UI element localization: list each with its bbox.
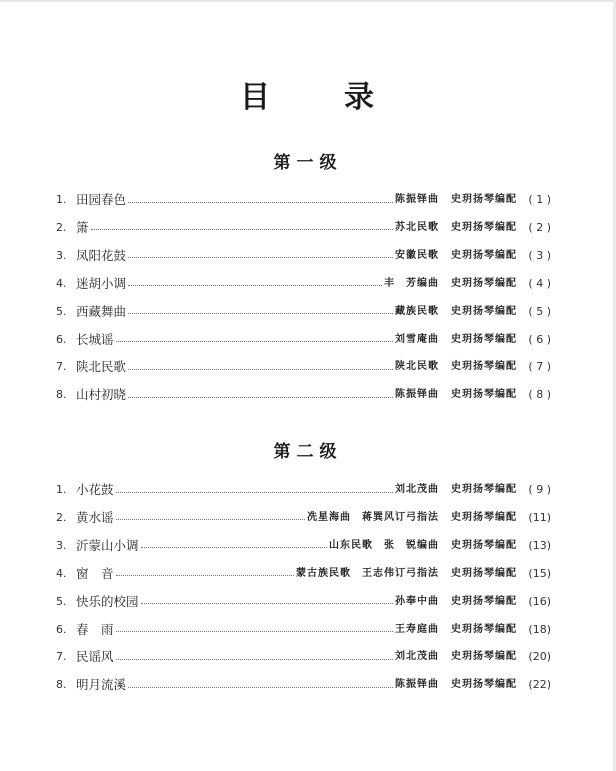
entry-credit: 陈振铎曲 (395, 389, 439, 401)
dot-leader (128, 369, 393, 370)
entry-arranger: 史玥扬琴编配 (451, 679, 517, 691)
level-1-heading: 第一级 (273, 153, 343, 173)
entry-credit: 刘北茂曲 (395, 484, 439, 495)
toc-entry[interactable] (56, 190, 551, 210)
entry-title: 黄水谣 (76, 509, 114, 525)
entry-credit: 冼星海曲 蒋巽风订弓指法 (307, 511, 439, 523)
entry-arranger: 史玥扬琴编配 (451, 539, 517, 551)
entry-title: 快乐的校园 (76, 593, 139, 609)
entry-title: 明月流溪 (76, 677, 127, 693)
entry-credit: 山东民歌 张 锐编曲 (329, 539, 439, 551)
dot-leader (128, 313, 393, 314)
entry-title: 民谣风 (76, 649, 114, 665)
entry-title: 窗 音 (76, 565, 114, 581)
entry-number: 3. (56, 538, 67, 552)
entry-arranger: 史玥扬琴编配 (451, 389, 517, 401)
entry-credit: 王寿庭曲 (395, 623, 439, 635)
toc-entry[interactable] (56, 480, 551, 500)
entry-arranger: 史玥扬琴编配 (451, 511, 517, 523)
entry-number: 5. (56, 304, 67, 318)
toc-entry[interactable] (56, 536, 551, 556)
entry-page-number: ( 1 ) (528, 193, 551, 206)
toc-entry[interactable] (56, 647, 551, 667)
entry-title: 沂蒙山小调 (76, 537, 139, 553)
entry-arranger: 史玥扬琴编配 (451, 623, 517, 635)
toc-entry[interactable] (56, 508, 551, 528)
dot-leader (116, 631, 393, 632)
toc-entry[interactable] (56, 385, 551, 405)
entry-credit: 刘雪庵曲 (395, 333, 439, 345)
entry-title: 春 雨 (76, 621, 114, 637)
entry-credit: 陈振铎曲 (395, 194, 439, 205)
entry-arranger: 史玥扬琴编配 (451, 361, 517, 373)
entry-credit: 陕北民歌 (395, 361, 439, 373)
entry-credit: 陈振铎曲 (395, 679, 439, 691)
entry-credit: 藏族民歌 (395, 305, 439, 317)
entry-page-number: (11) (528, 510, 551, 524)
entry-arranger: 史玥扬琴编配 (451, 333, 517, 345)
entry-number: 6. (56, 332, 67, 346)
dot-leader (116, 575, 294, 576)
entry-number: 5. (56, 594, 67, 608)
entry-number: 7. (56, 650, 67, 664)
entry-page-number: ( 4 ) (528, 276, 551, 290)
dot-leader (128, 257, 393, 258)
entry-page-number: ( 2 ) (528, 220, 551, 234)
page-title (0, 72, 616, 116)
entry-arranger: 史玥扬琴编配 (451, 567, 517, 579)
entry-arranger: 史玥扬琴编配 (451, 221, 517, 233)
entry-page-number: (16) (528, 594, 551, 608)
entry-page-number: (22) (528, 678, 551, 692)
title-char-2: 录 (344, 80, 376, 115)
entry-arranger: 史玥扬琴编配 (451, 194, 517, 205)
entry-title: 西藏舞曲 (76, 303, 127, 319)
entry-number: 4. (56, 566, 67, 580)
entry-credit: 苏北民歌 (395, 221, 439, 233)
dot-leader (116, 659, 393, 660)
entry-page-number: ( 9 ) (528, 483, 551, 496)
entry-title: 陕北民歌 (76, 359, 127, 375)
toc-entry[interactable] (56, 592, 551, 612)
entry-credit: 孙奉中曲 (395, 595, 439, 607)
entry-title: 小花鼓 (76, 482, 114, 497)
entry-title: 山村初晓 (76, 387, 127, 403)
entry-credit: 安徽民歌 (395, 249, 439, 261)
dot-leader (141, 547, 327, 548)
entry-number: 1. (56, 483, 67, 496)
entry-arranger: 史玥扬琴编配 (451, 277, 517, 289)
entry-number: 2. (56, 220, 67, 234)
dot-leader (116, 492, 393, 493)
entry-title: 田园春色 (76, 192, 127, 207)
entry-number: 4. (56, 276, 67, 290)
entry-title: 长城谣 (76, 331, 114, 347)
level-2-heading: 第二级 (273, 442, 343, 462)
entry-arranger: 史玥扬琴编配 (451, 651, 517, 663)
entry-arranger: 史玥扬琴编配 (451, 305, 517, 317)
title-char-1: 目 (240, 80, 272, 115)
toc-entry[interactable] (56, 274, 551, 294)
entry-page-number: (15) (528, 566, 551, 580)
dot-leader (141, 603, 393, 604)
entry-number: 6. (56, 622, 67, 636)
entry-credit: 蒙古族民歌 王志伟订弓指法 (296, 567, 439, 579)
entry-arranger: 史玥扬琴编配 (451, 249, 517, 261)
toc-entry[interactable] (56, 564, 551, 584)
entry-credit: 刘北茂曲 (395, 651, 439, 663)
entry-title: 迷胡小调 (76, 275, 127, 291)
entry-page-number: ( 5 ) (528, 304, 551, 318)
entry-arranger: 史玥扬琴编配 (451, 595, 517, 607)
dot-leader (116, 519, 305, 520)
page-edge-top (0, 0, 616, 2)
toc-entry[interactable] (56, 302, 551, 322)
entry-arranger: 史玥扬琴编配 (451, 484, 517, 495)
entry-page-number: ( 3 ) (528, 248, 551, 262)
toc-entry[interactable] (56, 357, 551, 377)
dot-leader (128, 285, 382, 286)
entry-page-number: (20) (528, 650, 551, 664)
entry-number: 8. (56, 388, 67, 402)
dot-leader (128, 397, 393, 398)
entry-number: 3. (56, 248, 67, 262)
entry-title: 凤阳花鼓 (76, 247, 127, 263)
entry-number: 2. (56, 510, 67, 524)
toc-entry[interactable] (56, 675, 551, 695)
entry-number: 7. (56, 360, 67, 374)
toc-entry[interactable] (56, 330, 551, 350)
entry-page-number: (13) (528, 538, 551, 552)
dot-leader (128, 202, 393, 203)
dot-leader (116, 341, 393, 342)
toc-entry[interactable] (56, 620, 551, 640)
toc-entry[interactable] (56, 218, 551, 238)
entry-page-number: ( 6 ) (528, 332, 551, 346)
entry-credit: 丰 芳编曲 (384, 277, 439, 289)
toc-entry[interactable] (56, 246, 551, 266)
entry-page-number: ( 7 ) (528, 360, 551, 374)
entry-page-number: (18) (528, 622, 551, 636)
dot-leader (91, 229, 393, 230)
entry-page-number: ( 8 ) (528, 388, 551, 402)
dot-leader (128, 687, 393, 688)
entry-number: 8. (56, 678, 67, 692)
entry-number: 1. (56, 193, 67, 206)
entry-title: 箫 (76, 219, 89, 235)
